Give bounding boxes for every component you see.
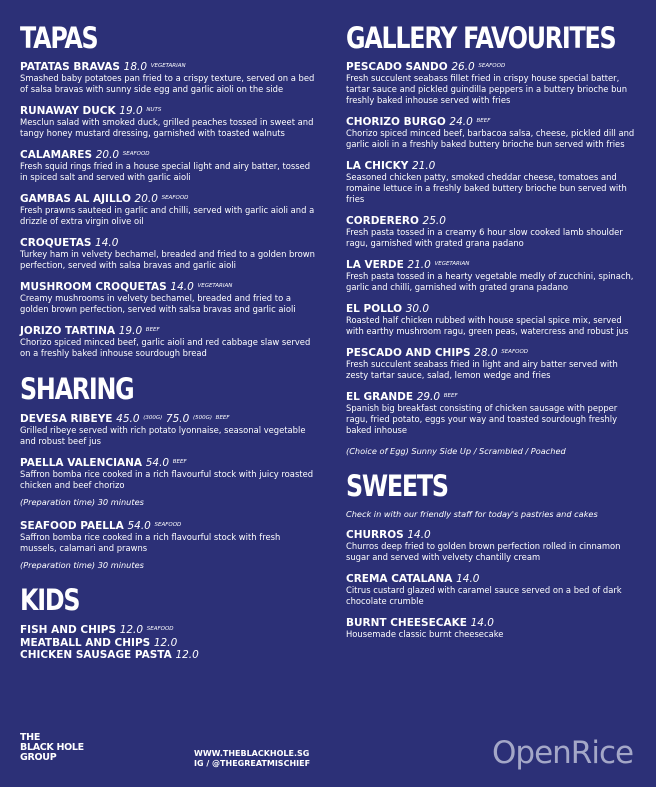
sweets-note: Check in with our friendly staff for today's pastries and cakes [346,509,598,519]
item-price: 19.0 [118,325,143,337]
item-name: DEVESA RIBEYE [20,413,113,425]
item-price: 29.0 [416,391,441,403]
item-price: 24.0 [449,116,473,128]
item-tag: BEEF [476,118,491,124]
item-description: Citrus custard glazed with caramel sauce served on a bed of dark chocolate crumble [346,585,622,606]
sweets-list [346,529,641,640]
item-name: PESCADO SANDO [346,61,448,73]
item-name: CHORIZO BURGO [346,116,446,128]
openrice-watermark: OpenRice [492,735,634,771]
item-description: Saffron bomba rice cooked in a rich flavourful stock with juicy roasted chicken and beef chorizo [20,469,314,490]
item-price: 14.0 [470,617,494,629]
menu-item [346,391,641,436]
item-price: 30.0 [405,303,430,315]
menu-item [346,617,641,640]
item-price: 12.0 [153,636,178,649]
item-name: RUNAWAY DUCK [20,105,116,117]
right-column [346,0,641,650]
kids-menu-item [20,649,315,662]
item-name: MEATBALL AND CHIPS [20,636,151,649]
item-price: 14.0 [95,237,119,249]
footer-contact [194,749,310,769]
menu-item [20,281,315,315]
kids-menu-item [20,637,315,650]
kids-heading: KIDS [20,583,80,617]
item-price: 26.0 [451,61,475,73]
item-tag: SEAFOOD [501,349,529,355]
item-name: PAELLA VALENCIANA [20,457,143,469]
tapas-list [20,61,315,359]
item-description: Grilled ribeye served with rich potato lyonnaise, seasonal vegetable and robust beef jus [20,425,306,446]
item-tag: SEAFOOD [146,626,174,632]
item-price: 18.0 [123,61,148,73]
item-name: CALAMARES [20,149,93,161]
item-name: BURNT CHEESECAKE [346,617,467,629]
item-description: Creamy mushrooms in velvety bechamel, breaded and fried to a golden brown perfection, served with salsa bravas and garlic aioli [20,293,296,314]
menu-item [346,116,641,150]
item-name: LA VERDE [346,259,404,271]
instagram-text: IG / @THEGREATMISCHIEF [194,759,311,768]
menu-item [346,529,641,563]
item-name: JORIZO TARTINA [20,325,116,337]
menu-item [20,325,315,359]
menu-item [346,303,641,337]
gallery-favourites-heading: GALLERY FAVOURITES [346,21,616,55]
item-tag: SEAFOOD [122,151,150,157]
item-description: Chorizo spiced minced beef, garlic aioli and red cabbage slaw served on a freshly baked inhouse sourdough bread [20,337,311,358]
sweets-heading: SWEETS [346,469,448,503]
item-tag: NUTS [146,107,162,113]
menu-item [346,160,641,205]
item-tag: (300G) [143,415,163,421]
item-name: PESCADO AND CHIPS [346,347,471,359]
item-price: 19.0 [119,105,143,117]
item-price: 75.0 [165,413,190,425]
menu-item [20,193,315,227]
item-tag: VEGETARIAN [434,261,470,267]
item-description: Fresh prawns sauteed in garlic and chilli, served with garlic aioli and a drizzle of extra virgin olive oil [20,205,315,226]
item-price: 54.0 [145,457,170,469]
item-price: 21.0 [407,259,431,271]
item-price: 20.0 [134,193,158,205]
menu-item [20,237,315,271]
menu-item [20,105,315,139]
item-name: CHURROS [346,529,404,541]
item-name: LA CHICKY [346,160,409,172]
item-price: 28.0 [474,347,498,359]
item-description: Turkey ham in velvety bechamel, breaded and fried to a golden brown perfection, served with salsa bravas and garlic aioli [20,249,315,270]
menu-item [346,61,641,106]
item-tag: BEEF [145,327,160,333]
left-column [20,0,315,662]
item-price: 14.0 [407,529,431,541]
egg-choice-note: (Choice of Egg) Sunny Side Up / Scrambled / Poached [346,446,566,456]
item-price: 25.0 [422,215,446,227]
item-description: Spanish big breakfast consisting of chicken sausage with pepper ragu, fried potato, eggs your way and toasted sourdough freshly baked inhouse [346,403,618,435]
item-price: 12.0 [175,649,199,661]
preparation-note: (Preparation time) 30 minutes [20,497,144,507]
tapas-heading: TAPAS [20,21,98,55]
item-description: Smashed baby potatoes pan fried to a crispy texture, served on a bed of salsa bravas with sunny side egg and garlic aioli on the side [20,73,315,94]
item-price: 14.0 [170,281,194,293]
item-name: FISH AND CHIPS [20,624,117,636]
item-tag: SEAFOOD [154,522,182,528]
item-price: 20.0 [95,149,120,161]
website-text: WWW.THEBLACKHOLE.SG [194,749,310,758]
item-price: 54.0 [127,520,151,532]
item-name: MUSHROOM CROQUETAS [20,281,167,293]
item-tag: VEGETARIAN [197,283,233,289]
item-description: Saffron bomba rice cooked in a rich flavourful stock with fresh mussels, calamari and prawns [20,532,281,553]
item-name: SEAFOOD PAELLA [20,520,124,532]
item-name: EL GRANDE [346,391,414,403]
kids-menu-item [20,624,315,637]
item-price: 14.0 [456,573,480,585]
item-price: 21.0 [411,160,436,172]
item-name: GAMBAS AL AJILLO [20,193,131,205]
menu-item [346,347,641,381]
item-price: 45.0 [116,413,140,425]
menu-item [346,215,641,249]
sharing-heading: SHARING [20,372,134,406]
preparation-note: (Preparation time) 30 minutes [20,560,144,570]
gallery-list [346,61,641,436]
item-tag: BEEF [443,393,458,399]
item-description: Housemade classic burnt cheesecake [346,629,504,639]
item-description: Chorizo spiced minced beef, barbacoa salsa, cheese, pickled dill and garlic aioli in a freshly baked buttery brioche bun served with fries [346,128,635,149]
menu-item [20,149,315,183]
item-description: Seasoned chicken patty, smoked cheddar cheese, tomatoes and romaine lettuce in a freshly baked buttery brioche bun served with fries [346,172,627,204]
item-name: CROQUETAS [20,237,92,249]
item-tag: SEAFOOD [478,63,506,69]
item-name: CREMA CATALANA [346,573,453,585]
menu-item [346,259,641,293]
item-name: CHICKEN SAUSAGE PASTA [20,649,172,661]
item-description: Churros deep fried to golden brown perfection rolled in cinnamon sugar and served with velvety chantilly cream [346,541,621,562]
menu-item-paella-valenciana [20,457,315,491]
menu-item [346,573,641,607]
menu-item-devesa-ribeye [20,413,315,447]
item-description: Fresh pasta tossed in a hearty vegetable medly of zucchini, spinach, garlic and chilli, garnished with grated grana padano [346,271,634,292]
item-description: Fresh succulent seabass fried in light and airy batter served with zesty tartar sauce, salad, lemon wedge and fries [346,359,618,380]
item-tag: BEEF [215,415,230,421]
item-description: Fresh pasta tossed in a creamy 6 hour slow cooked lamb shoulder ragu, garnished with grated grana padano [346,227,623,248]
item-description: Fresh squid rings fried in a house special light and airy batter, tossed in spiced salt and served with garlic aioli [20,161,311,182]
item-tag: SEAFOOD [161,195,189,201]
item-description: Mesclun salad with smoked duck, grilled peaches tossed in sweet and tangy honey mustard dressing, garnished with toasted walnuts [20,117,314,138]
black-hole-group-logo: THE BLACK HOLE GROUP [20,732,84,763]
item-tag: VEGETARIAN [150,63,186,69]
item-tag: BEEF [172,459,187,465]
menu-item-seafood-paella [20,520,315,554]
item-name: PATATAS BRAVAS [20,61,120,73]
item-name: EL POLLO [346,303,403,315]
item-price: 12.0 [119,624,144,636]
item-tag: (500G) [192,415,213,421]
item-name: CORDERERO [346,215,419,227]
menu-item [20,61,315,95]
kids-list [20,624,315,662]
item-description: Roasted half chicken rubbed with house special spice mix, served with earthy mushroom ragu, green peas, watercress and robust jus [346,315,629,336]
item-description: Fresh succulent seabass fillet fried in crispy house special batter, tartar sauce and pickled guindilla peppers in a buttery brioche bun freshly baked inhouse served with fries [346,73,628,105]
